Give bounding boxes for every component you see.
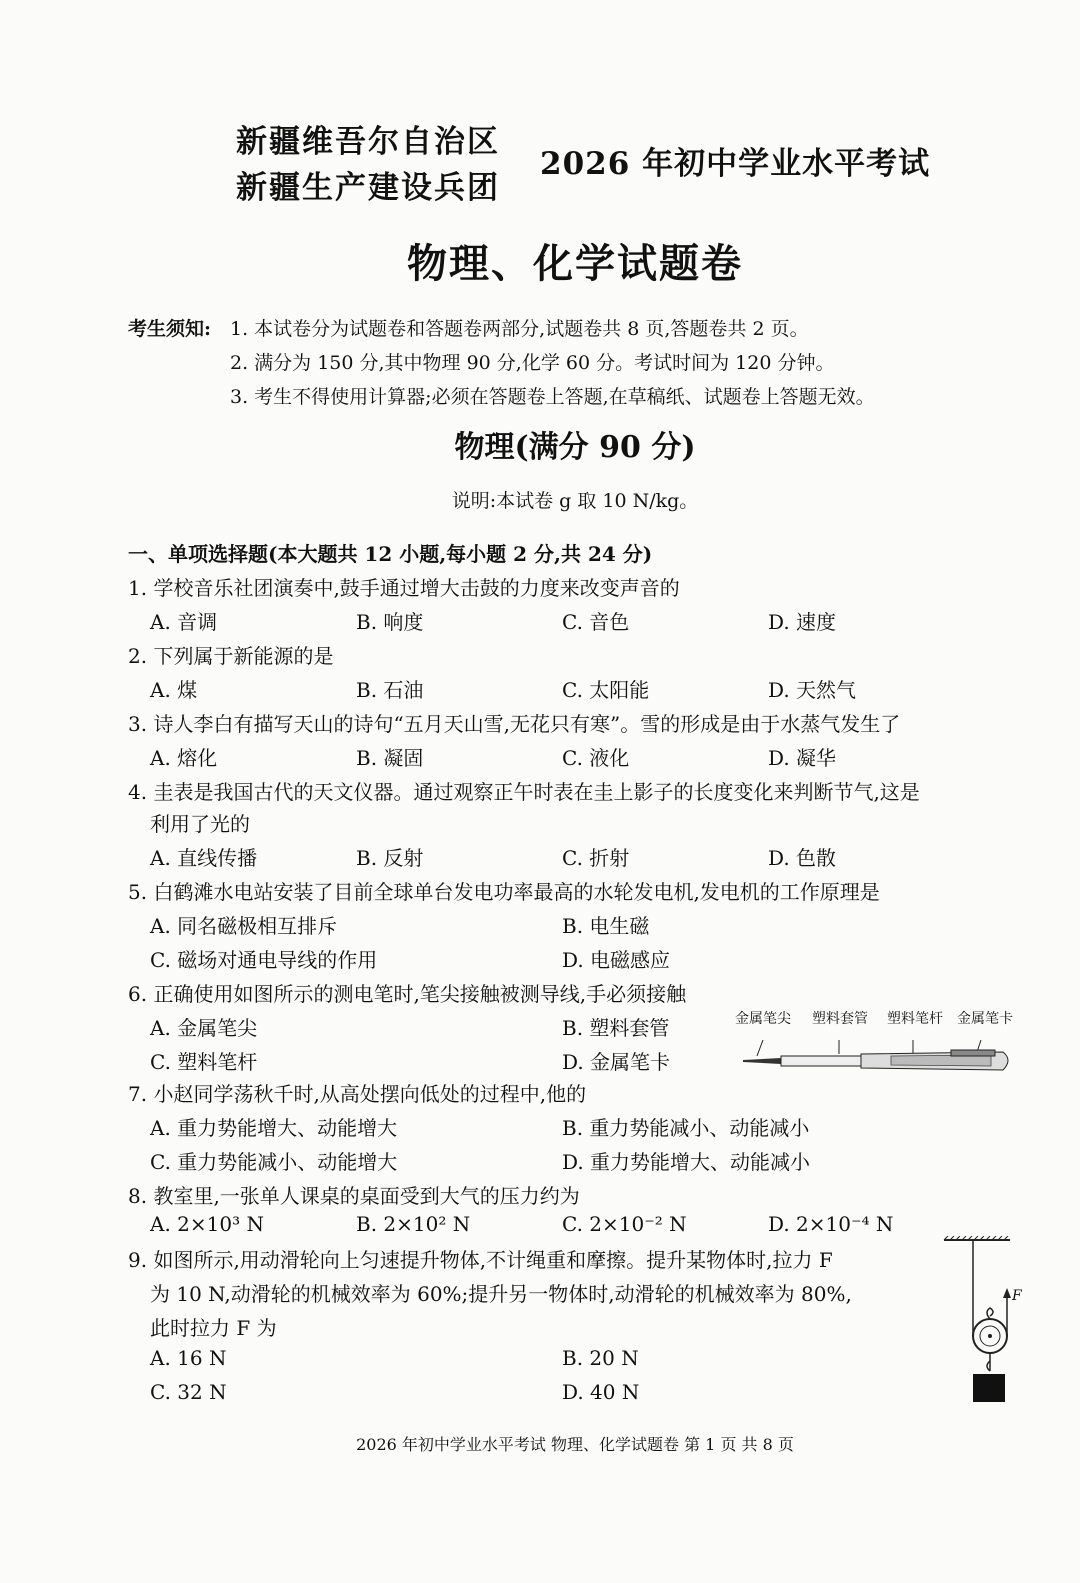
option-9b: B. 20 N <box>562 1346 639 1370</box>
option-4a: A. 直线传播 <box>150 846 258 870</box>
option-7d: D. 重力势能增大、动能减小 <box>562 1150 811 1174</box>
section-note: 说明:本试卷 g 取 10 N/kg。 <box>451 490 699 512</box>
question-8: 8. 教室里,一张单人课桌的桌面受到大气的压力约为 <box>128 1184 580 1208</box>
option-5d: D. 电磁感应 <box>562 948 671 972</box>
test-pen-figure <box>735 1008 1035 1078</box>
option-5b: B. 电生磁 <box>562 914 650 938</box>
option-1d: D. 速度 <box>768 610 837 634</box>
question-2: 2. 下列属于新能源的是 <box>128 644 334 668</box>
notice-item: 1. 本试卷分为试题卷和答题卷两部分,试题卷共 8 页,答题卷共 2 页。 <box>230 318 809 340</box>
option-1a: A. 音调 <box>150 610 218 634</box>
option-2c: C. 太阳能 <box>562 678 650 702</box>
notice-item: 3. 考生不得使用计算器;必须在答题卷上答题,在草稿纸、试题卷上答题无效。 <box>230 386 875 408</box>
question-9: 9. 如图所示,用动滑轮向上匀速提升物体,不计绳重和摩擦。提升某物体时,拉力 F <box>128 1248 833 1272</box>
notice-label: 考生须知: <box>128 318 212 340</box>
option-2d: D. 天然气 <box>768 678 857 702</box>
notice-item: 2. 满分为 150 分,其中物理 90 分,化学 60 分。考试时间为 120 分钟。 <box>230 352 835 374</box>
question-9-cont: 为 10 N,动滑轮的机械效率为 60%;提升另一物体时,动滑轮的机械效率为 80%, <box>150 1282 852 1306</box>
option-4d: D. 色散 <box>768 846 837 870</box>
option-4b: B. 反射 <box>356 846 424 870</box>
option-6d: D. 金属笔卡 <box>562 1050 671 1074</box>
option-5a: A. 同名磁极相互排斥 <box>150 914 338 938</box>
option-8a: A. 2×10³ N <box>150 1212 264 1236</box>
option-9c: C. 32 N <box>150 1380 227 1404</box>
part-heading: 一、单项选择题(本大题共 12 小题,每小题 2 分,共 24 分) <box>128 542 653 566</box>
option-9d: D. 40 N <box>562 1380 640 1404</box>
question-9-cont2: 此时拉力 F 为 <box>150 1316 277 1340</box>
pulley-drawing <box>940 1236 1040 1411</box>
option-7b: B. 重力势能减小、动能减小 <box>562 1116 810 1140</box>
option-3d: D. 凝华 <box>768 746 837 770</box>
option-4c: C. 折射 <box>562 846 630 870</box>
option-3a: A. 熔化 <box>150 746 218 770</box>
option-8c: C. 2×10⁻² N <box>562 1212 687 1236</box>
pen-label-clip: 金属笔卡 <box>957 1011 1013 1027</box>
question-6: 6. 正确使用如图所示的测电笔时,笔尖接触被测导线,手必须接触 <box>128 982 687 1006</box>
question-4-cont: 利用了光的 <box>150 812 250 836</box>
option-6b: B. 塑料套管 <box>562 1016 670 1040</box>
pen-label-sleeve: 塑料套管 <box>812 1011 868 1027</box>
option-2a: A. 煤 <box>150 678 198 702</box>
pen-label-tip: 金属笔尖 <box>735 1011 791 1027</box>
option-6c: C. 塑料笔杆 <box>150 1050 258 1074</box>
option-1b: B. 响度 <box>356 610 424 634</box>
organizer-line-1: 新疆维吾尔自治区 <box>236 124 500 160</box>
pen-label-barrel: 塑料笔杆 <box>887 1011 943 1027</box>
section-title: 物理(满分 90 分) <box>454 430 696 465</box>
question-4: 4. 圭表是我国古代的天文仪器。通过观察正午时表在圭上影子的长度变化来判断节气,这是 <box>128 780 920 804</box>
organizer-line-2: 新疆生产建设兵团 <box>236 170 500 206</box>
paper-title: 物理、化学试题卷 <box>407 240 743 287</box>
option-7c: C. 重力势能减小、动能增大 <box>150 1150 398 1174</box>
pulley-figure <box>940 1236 1040 1411</box>
option-3c: C. 液化 <box>562 746 630 770</box>
question-3: 3. 诗人李白有描写天山的诗句“五月天山雪,无花只有寒”。雪的形成是由于水蒸气发生了 <box>128 712 901 736</box>
exam-title: 2026 年初中学业水平考试 <box>540 146 931 182</box>
option-2b: B. 石油 <box>356 678 424 702</box>
option-8d: D. 2×10⁻⁴ N <box>768 1212 894 1236</box>
option-9a: A. 16 N <box>150 1346 227 1370</box>
question-1: 1. 学校音乐社团演奏中,鼓手通过增大击鼓的力度来改变声音的 <box>128 576 680 600</box>
option-5c: C. 磁场对通电导线的作用 <box>150 948 378 972</box>
option-1c: C. 音色 <box>562 610 630 634</box>
option-7a: A. 重力势能增大、动能增大 <box>150 1116 398 1140</box>
question-7: 7. 小赵同学荡秋千时,从高处摆向低处的过程中,他的 <box>128 1082 587 1106</box>
page-footer: 2026 年初中学业水平考试 物理、化学试题卷 第 1 页 共 8 页 <box>356 1435 794 1454</box>
test-pen-drawing <box>741 1040 1016 1076</box>
question-5: 5. 白鹤滩水电站安装了目前全球单台发电功率最高的水轮发电机,发电机的工作原理是 <box>128 880 880 904</box>
option-6a: A. 金属笔尖 <box>150 1016 258 1040</box>
option-8b: B. 2×10² N <box>356 1212 471 1236</box>
force-label: F <box>1012 1288 1022 1304</box>
option-3b: B. 凝固 <box>356 746 424 770</box>
